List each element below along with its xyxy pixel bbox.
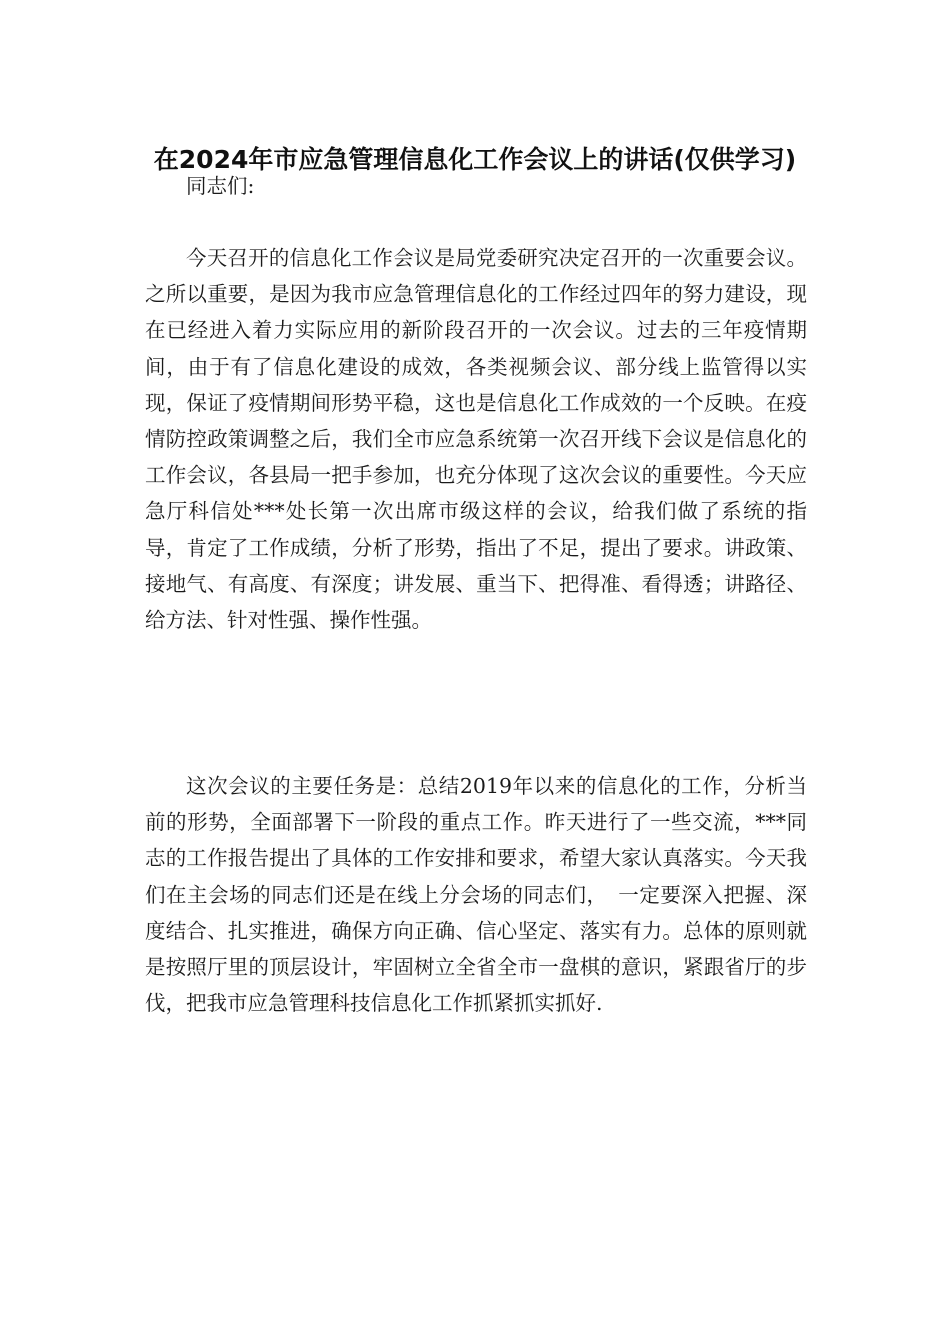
document-title: 在2024年市应急管理信息化工作会议上的讲话(仅供学习) [153,145,797,174]
salutation: 同志们: [186,174,255,198]
paragraph-2: 这次会议的主要任务是：总结2019年以来的信息化的工作，分析当前的形势，全面部署下一阶段的重点工作。昨天进行了一些交流，***同志的工作报告提出了具体的工作安排和要求，希望大家认真落实。今天我们在主会场的同志们还是在线上分会场的同志们， 一定要深入把握、深度结合、扎实推进，确保方向正确、信心坚定、落实有力。总体的原则就是按照厅里的顶层设计，牢固树立全省全市一盘棋的意识，紧跟省厅的步伐，把我市应急管理科技信息化工作抓紧抓实抓好. [145,774,807,1016]
paragraph-1: 今天召开的信息化工作会议是局党委研究决定召开的一次重要会议。之所以重要，是因为我市应急管理信息化的工作经过四年的努力建设，现在已经进入着力实际应用的新阶段召开的一次会议。过去的三年疫情期间，由于有了信息化建设的成效，各类视频会议、部分线上监管得以实现，保证了疫情期间形势平稳，这也是信息化工作成效的一个反映。在疫情防控政策调整之后，我们全市应急系统第一次召开线下会议是信息化的工作会议，各县局一把手参加，也充分体现了这次会议的重要性。今天应急厅科信处***处长第一次出席市级这样的会议，给我们做了系统的指导，肯定了工作成绩，分析了形势，指出了不足，提出了要求。讲政策、接地气、有高度、有深度；讲发展、重当下、把得准、看得透；讲路径、给方法、针对性强、操作性强。 [145,246,807,633]
